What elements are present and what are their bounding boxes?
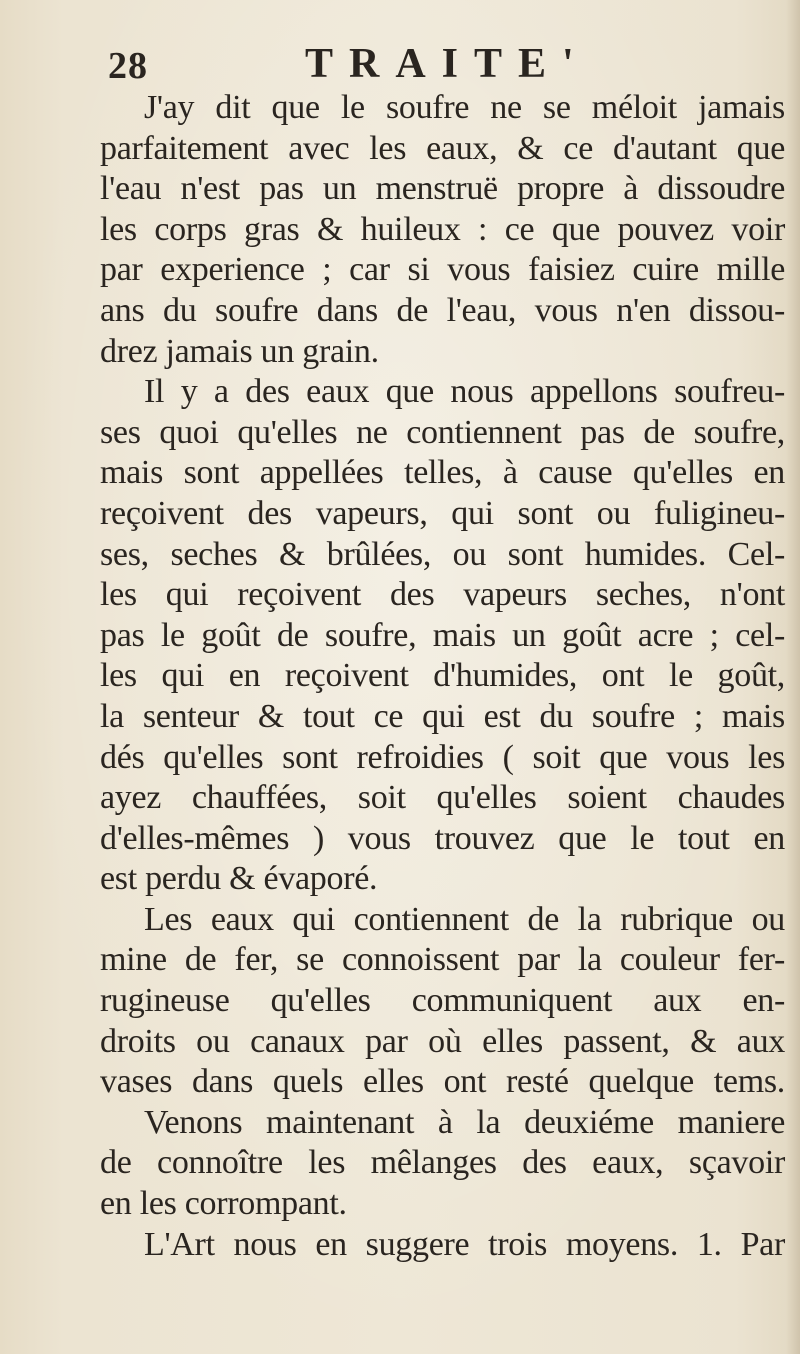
text-line: droits ou canaux par où elles passent, & aux bbox=[100, 1022, 785, 1060]
text-line: pas le goût de soufre, mais un goût acre ; cel- bbox=[100, 616, 785, 654]
text-line: ses, seches & brûlées, ou sont humides. Cel- bbox=[100, 535, 785, 573]
text-line: ses quoi qu'elles ne contiennent pas de soufre, bbox=[100, 413, 785, 451]
text-line: reçoivent des vapeurs, qui sont ou fuligineu- bbox=[100, 494, 785, 532]
text-line: la senteur & tout ce qui est du soufre ; mais bbox=[100, 697, 785, 735]
text-line: l'eau n'est pas un menstruë propre à dissoudre bbox=[100, 170, 785, 208]
text-line: les qui reçoivent des vapeurs seches, n'ont bbox=[100, 576, 785, 614]
text-line: parfaitement avec les eaux, & ce d'autant que bbox=[100, 129, 785, 167]
text-line: est perdu & évaporé. bbox=[100, 860, 378, 898]
text-line: mine de fer, se connoissent par la couleur fer- bbox=[100, 941, 785, 979]
text-line: Venons maintenant à la deuxiéme maniere bbox=[144, 1103, 785, 1141]
text-line: en les corrompant. bbox=[100, 1185, 347, 1223]
text-line: les corps gras & huileux : ce que pouvez voir bbox=[100, 210, 785, 248]
running-head bbox=[0, 38, 800, 94]
text-line: d'elles-mêmes ) vous trouvez que le tout en bbox=[100, 819, 785, 857]
text-line: vases dans quels elles ont resté quelque tems. bbox=[100, 1063, 785, 1101]
text-line: J'ay dit que le soufre ne se méloit jamais bbox=[144, 89, 785, 126]
text-line: ans du soufre dans de l'eau, vous n'en dissou- bbox=[100, 291, 785, 329]
page-edge-shadow bbox=[786, 0, 800, 1354]
text-line: par experience ; car si vous faisiez cuire mille bbox=[100, 251, 785, 289]
text-line: rugineuse qu'elles communiquent aux en- bbox=[100, 982, 785, 1020]
text-line: Il y a des eaux que nous appellons soufreu- bbox=[144, 373, 785, 411]
running-title: TRAITE' bbox=[305, 41, 590, 87]
text-line: L'Art nous en suggere trois moyens. 1. Par bbox=[144, 1225, 785, 1263]
text-line: dés qu'elles sont refroidies ( soit que vous les bbox=[100, 738, 785, 776]
text-line: les qui en reçoivent d'humides, ont le goût, bbox=[100, 657, 785, 695]
text-line: Les eaux qui contiennent de la rubrique ou bbox=[144, 900, 785, 938]
text-line: de connoître les mêlanges des eaux, sçavoir bbox=[100, 1144, 785, 1182]
page-number: 28 bbox=[108, 45, 148, 87]
text-line: drez jamais un grain. bbox=[100, 332, 379, 370]
body-text bbox=[100, 88, 785, 1265]
text-line: ayez chauffées, soit qu'elles soient chaudes bbox=[100, 779, 785, 817]
text-line: mais sont appellées telles, à cause qu'elles en bbox=[100, 454, 785, 492]
